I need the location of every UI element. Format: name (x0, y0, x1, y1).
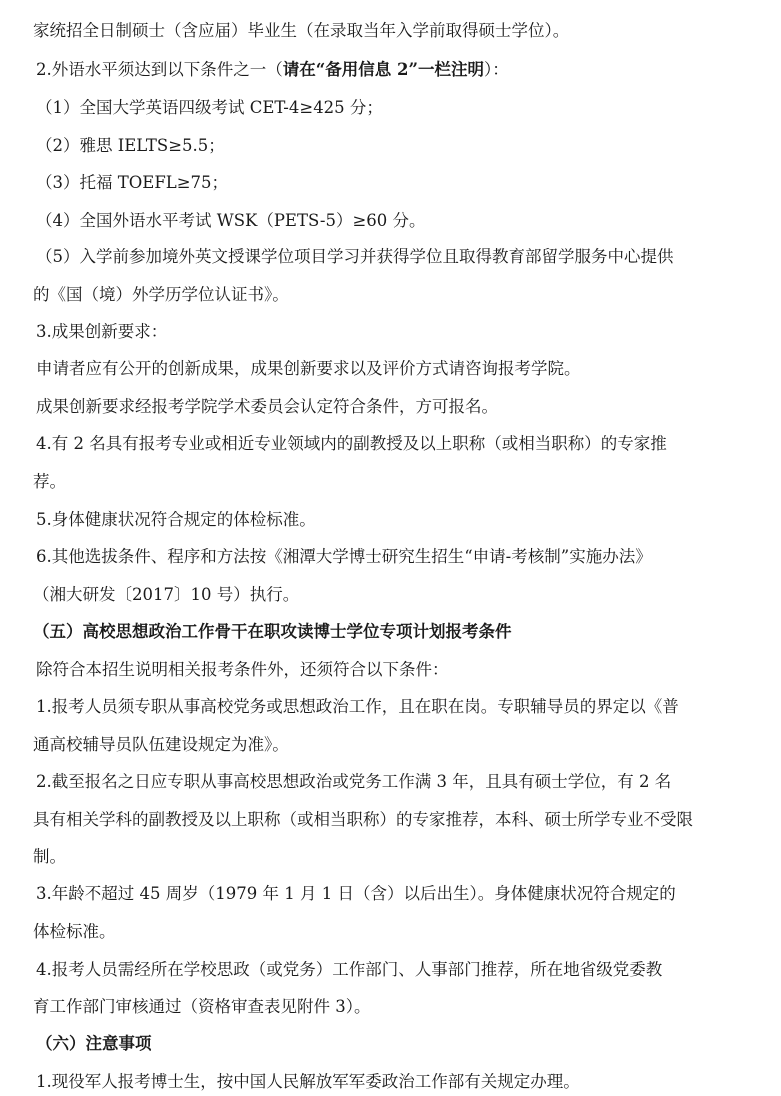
text-line: （2）雅思 IELTS≥5.5； (36, 136, 225, 155)
text-line: 4.有 2 名具有报考专业或相近专业领域内的副教授及以上职称（或相当职称）的专家推 (36, 434, 667, 453)
text-line: （3）托福 TOEFL≥75； (36, 173, 229, 192)
text-line: （1）全国大学英语四级考试 CET-4≥425 分； (36, 98, 383, 117)
text-line: 申请者应有公开的创新成果，成果创新要求以及评价方式请咨询报考学院。 (36, 359, 581, 378)
text-line: 1.报考人员须专职从事高校党务或思想政治工作，且在职在岗。专职辅导员的界定以《普 (36, 697, 679, 716)
text-line: 育工作部门审核通过（资格审查表见附件 3）。 (33, 997, 371, 1016)
text-line: 成果创新要求经报考学院学术委员会认定符合条件，方可报名。 (36, 397, 498, 416)
text-line: 的《国（境）外学历学位认证书》。 (33, 285, 289, 304)
text-line: 6.其他选拔条件、程序和方法按《湘潭大学博士研究生招生“申请-考核制”实施办法》 (36, 547, 652, 566)
text-line: 通高校辅导员队伍建设规定为准》。 (33, 735, 289, 754)
text-line: 除符合本招生说明相关报考条件外，还须符合以下条件： (36, 660, 449, 679)
text-line: 荐。 (33, 472, 66, 491)
text-line: 具有相关学科的副教授及以上职称（或相当职称）的专家推荐，本科、硕士所学专业不受限 (33, 810, 693, 829)
text-run: 2.外语水平须达到以下条件之一（ (36, 60, 283, 79)
text-line: 体检标准。 (33, 922, 116, 941)
text-line: （5）入学前参加境外英文授课学位项目学习并获得学位且取得教育部留学服务中心提供 (36, 247, 674, 266)
text-line: （湘大研发〔2017〕10 号）执行。 (33, 585, 300, 604)
bold-note: 请在“备用信息 2”一栏注明 (282, 60, 484, 79)
section-heading: （六）注意事项 (36, 1034, 152, 1053)
text-line: 2.截至报名之日应专职从事高校思想政治或党务工作满 3 年，且具有硕士学位，有 2 名 (36, 772, 672, 791)
text-line: 1.现役军人报考博士生，按中国人民解放军军委政治工作部有关规定办理。 (36, 1072, 580, 1091)
text-line: 3.成果创新要求： (36, 322, 168, 341)
text-line: 家统招全日制硕士（含应届）毕业生（在录取当年入学前取得硕士学位）。 (33, 21, 570, 40)
text-line: 5.身体健康状况符合规定的体检标准。 (36, 510, 316, 529)
text-line: 4.报考人员需经所在学校思政（或党务）工作部门、人事部门推荐，所在地省级党委教 (36, 960, 663, 979)
text-line (0, 59, 781, 81)
text-line: 制。 (33, 847, 66, 866)
text-line: 3.年龄不超过 45 周岁（1979 年 1 月 1 日（含）以后出生）。身体健康状况符合规定的 (36, 884, 676, 903)
text-line: （4）全国外语水平考试 WSK（PETS-5）≥60 分。 (36, 211, 426, 230)
text-run: ）： (483, 60, 509, 79)
section-heading: （五）高校思想政治工作骨干在职攻读博士学位专项计划报考条件 (33, 622, 512, 641)
